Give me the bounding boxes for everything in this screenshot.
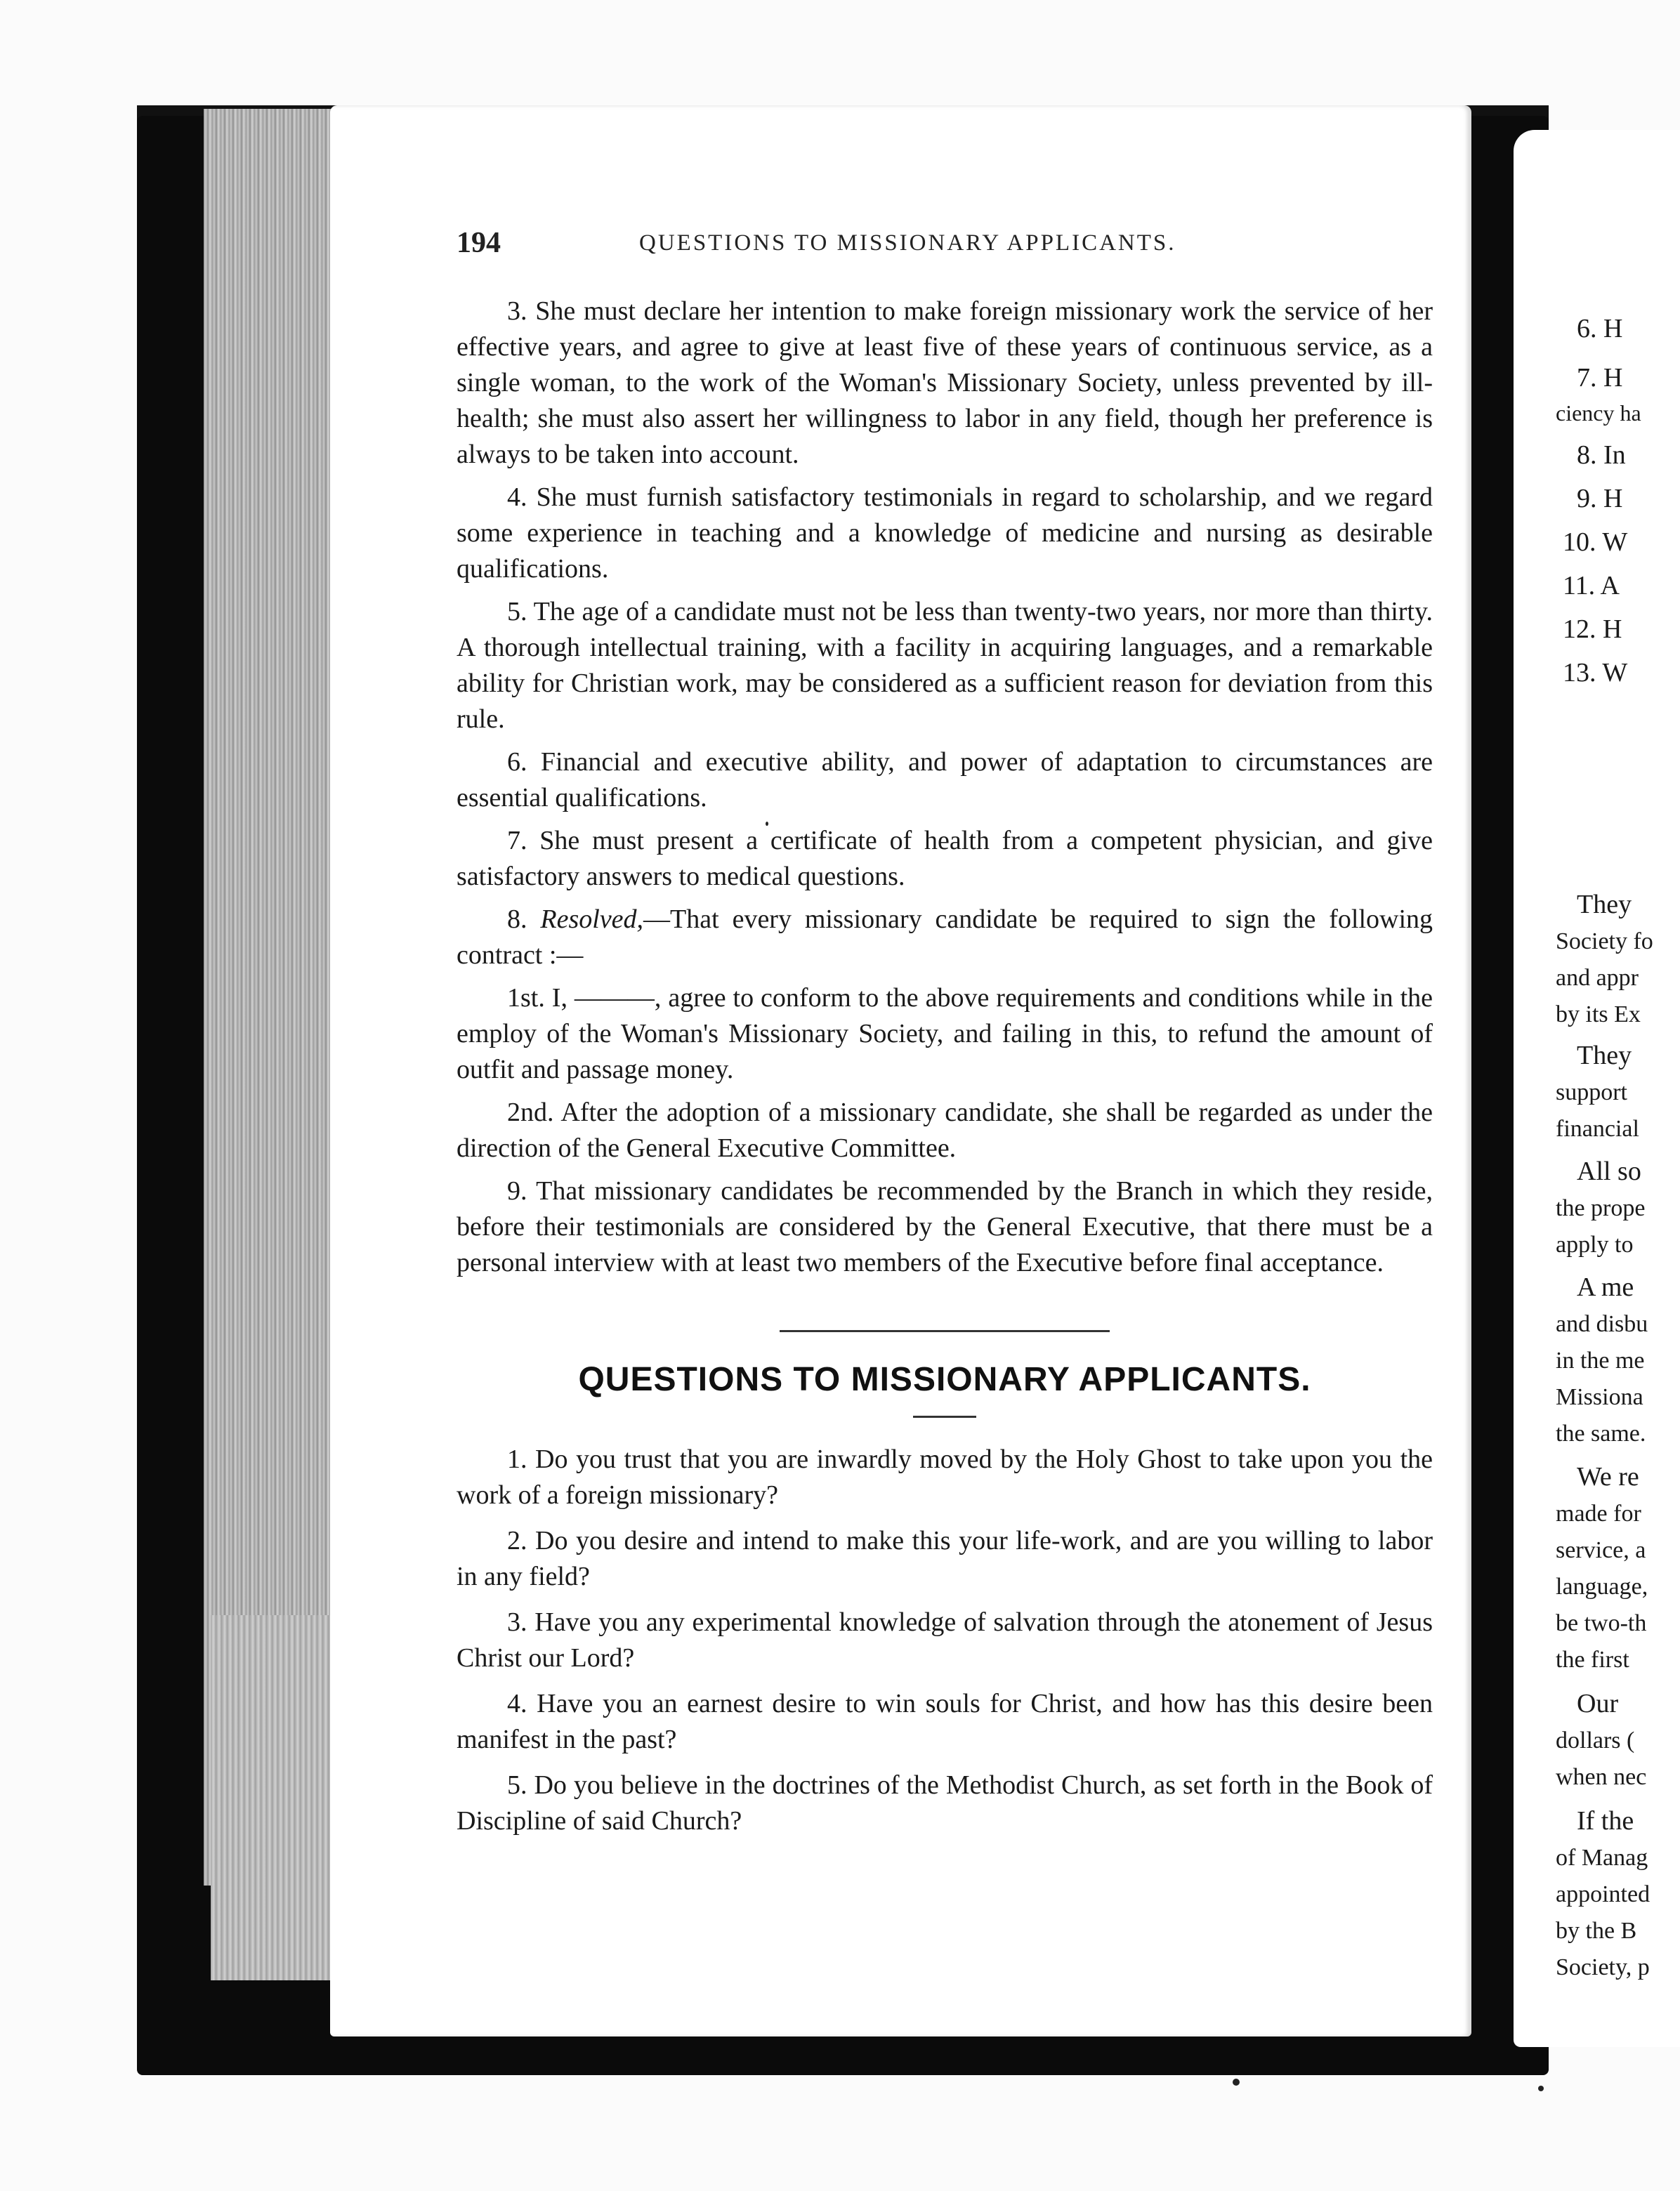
right-fragment: They [1577,890,1632,919]
paragraph-9: 9. That missionary candidates be recommended by the Branch in which they reside, before their testimonials are considered by the General Executive, that there must be a personal interview with at least two members of the Executive before final acceptance. [457,1176,1433,1277]
dust-speck [766,822,768,826]
questions-list [457,1442,1433,1839]
title-underline [913,1416,976,1418]
right-fragment: dollars ( [1556,1728,1635,1754]
right-fragment: 11. A [1563,571,1620,600]
resolution-number: 8. [507,904,527,934]
right-fragment: All so [1577,1157,1641,1186]
paragraph-8-resolution [457,902,1433,973]
right-fragment: If the [1577,1806,1634,1836]
right-fragment: support [1556,1079,1627,1105]
right-fragment: 6. H [1577,314,1623,343]
right-fragment: the first [1556,1647,1629,1673]
section-title: QUESTIONS TO MISSIONARY APPLICANTS. [578,1361,1311,1398]
paragraph-3: 3. She must declare her intention to make foreign missionary work the service of her effective years, and agree to give at least five of these years of continuous service, as a single woman, to the work of the Woman's Missionary Society, unless prevented by ill-health; she must also assert her willingness to labor in any field, though her preference is always to be taken into account. [457,296,1433,469]
running-head: QUESTIONS TO MISSIONARY APPLICANTS. [639,230,1176,256]
contract-first: 1st. I, ———, agree to conform to the above requirements and conditions while in the employ of the Woman's Missionary Society, and failing in this, to refund the amount of outfit and passage money. [457,983,1433,1084]
right-fragment: financial [1556,1116,1639,1142]
question-1: 1. Do you trust that you are inwardly moved by the Holy Ghost to take upon you the work of a foreign missionary? [457,1445,1433,1510]
right-fragment: 10. W [1563,527,1628,557]
right-fragment: language, [1556,1574,1648,1600]
paragraph-7: 7. She must present a certificate of health from a competent physician, and give satisfactory answers to medical questions. [457,826,1433,891]
question-5: 5. Do you believe in the doctrines of the Methodist Church, as set forth in the Book of Discipline of said Church? [457,1770,1433,1836]
right-fragment: and appr [1556,965,1639,991]
right-fragment: made for [1556,1501,1641,1527]
resolution-text: —That every missionary candidate be required to sign the following contract :— [457,904,1433,970]
right-fragment: when nec [1556,1764,1647,1790]
paragraph-4: 4. She must furnish satisfactory testimonials in regard to scholarship, and we regard some experience in teaching and a knowledge of medicine and nursing as desirable qualifications. [457,482,1433,584]
page-number: 194 [457,227,501,259]
right-fragment: Missiona [1556,1384,1643,1410]
right-fragment: 7. H [1577,363,1623,393]
right-fragment: be two-th [1556,1610,1647,1636]
right-fragment: appointed [1556,1881,1651,1907]
right-fragment: Our [1577,1689,1619,1718]
main-text-column [457,294,1433,1849]
paragraph-5: 5. The age of a candidate must not be less than twenty-two years, nor more than thirty. A thorough intellectual training, with a facility in acquiring languages, and a remarkable ability for Christian work, may be considered as a sufficient reason for deviation from this rule. [457,597,1433,734]
page-edges-lower [211,1615,334,1980]
dust-speck [1538,2086,1544,2091]
right-fragment: by the B [1556,1918,1637,1944]
right-fragment: Society, p [1556,1954,1650,1980]
question-2: 2. Do you desire and intend to make this your life-work, and are you willing to labor in any field? [457,1526,1433,1591]
paragraph-6: 6. Financial and executive ability, and power of adaptation to circumstances are essential qualifications. [457,747,1433,812]
right-fragment: A me [1577,1272,1634,1302]
right-fragment: Society fo [1556,928,1653,954]
section-divider [780,1330,1110,1332]
right-fragment: and disbu [1556,1311,1648,1337]
right-fragment: 9. H [1577,484,1623,513]
right-fragment: 13. W [1563,658,1628,687]
right-fragment: ciency ha [1556,400,1641,426]
contract-second: 2nd. After the adoption of a missionary candidate, she shall be regarded as under the direction of the General Executive Committee. [457,1098,1433,1163]
right-fragment: of Manag [1556,1845,1648,1871]
right-fragment: the same. [1556,1421,1646,1447]
right-fragment: in the me [1556,1348,1645,1374]
right-fragment: service, a [1556,1537,1646,1563]
right-fragment: 8. In [1577,440,1626,470]
right-fragment: 12. H [1563,614,1622,644]
page-header [457,226,1440,268]
dust-speck [1233,2079,1240,2086]
right-fragment: We re [1577,1462,1639,1492]
right-fragment: apply to [1556,1232,1634,1258]
right-fragment: the prope [1556,1195,1646,1221]
question-4: 4. Have you an earnest desire to win souls for Christ, and how has this desire been manifest in the past? [457,1689,1433,1754]
question-3: 3. Have you any experimental knowledge of salvation through the atonement of Jesus Christ our Lord? [457,1607,1433,1673]
right-fragment: They [1577,1041,1632,1070]
resolution-italic: Resolved, [540,904,644,934]
right-page-text [1556,295,1680,2022]
right-fragment: by its Ex [1556,1001,1641,1027]
